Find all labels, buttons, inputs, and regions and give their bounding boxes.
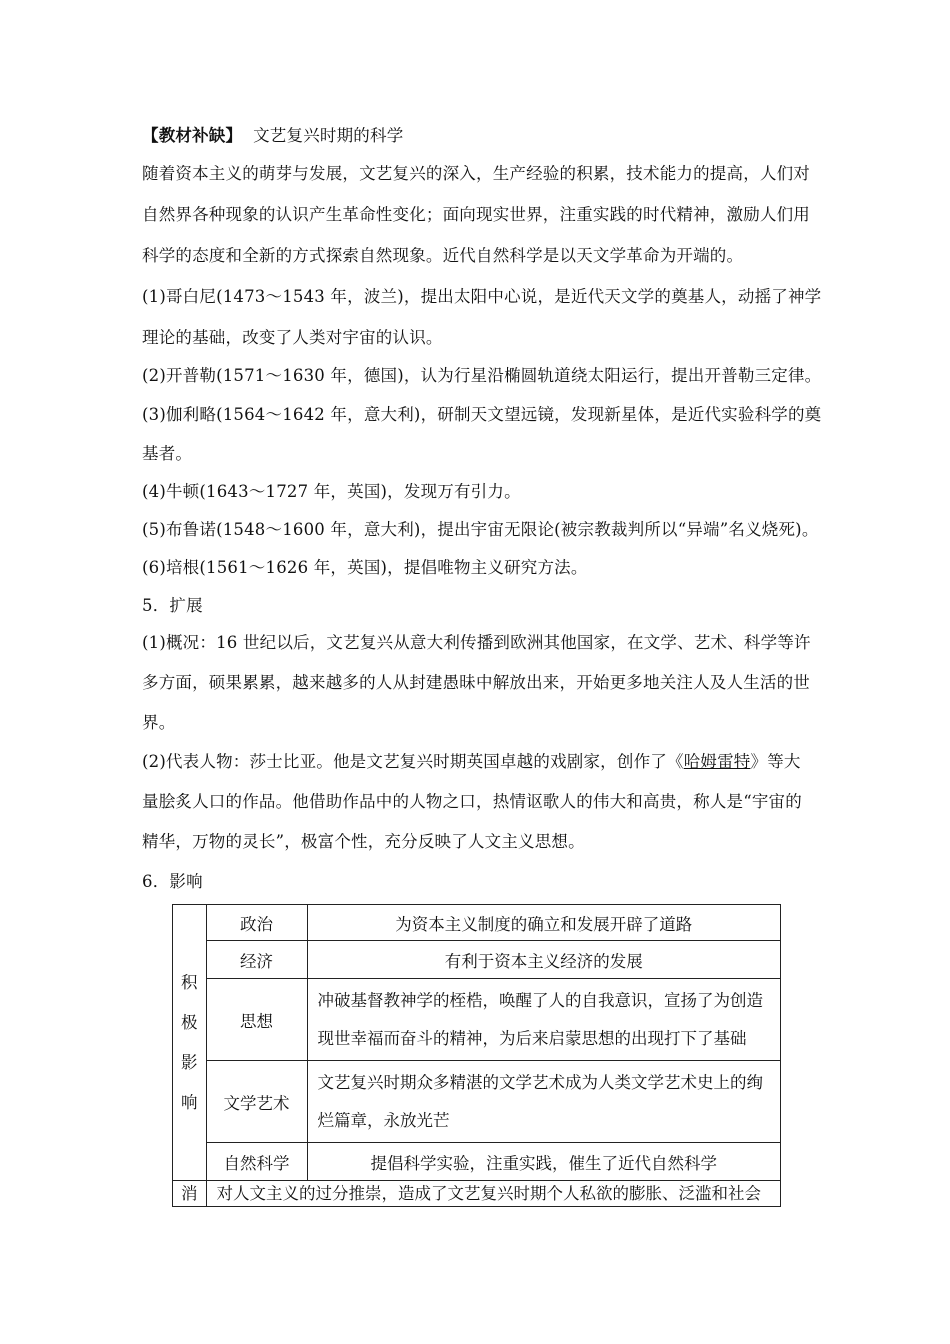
positive-influence-label: 积 极 影 响 [173,905,207,1181]
field-cell: 自然科学 [206,1143,307,1181]
scientist-item: (5)布鲁诺(1548～1600 年，意大利)，提出宇宙无限论(被宗教裁判所以“异端”名义烧死)。 [142,520,819,539]
content-cell: 文艺复兴时期众多精湛的文学艺术成为人类文学艺术史上的绚 烂篇章，永放光芒 [307,1061,781,1143]
hamlet-link[interactable]: 哈姆雷特 [683,752,751,771]
influence-heading: 6．影响 [142,872,203,891]
scientist-item: 基者。 [142,444,193,463]
table-row [173,941,781,979]
representative-line: 量脍炙人口的作品。他借助作品中的人物之口，热情讴歌人的伟大和高贵，称人是“宇宙的 [142,792,802,811]
scientist-item: 理论的基础，改变了人类对宇宙的认识。 [142,328,443,347]
table-row [173,1061,781,1143]
intro-line: 自然界各种现象的认识产生革命性变化；面向现实世界，注重实践的时代精神，激励人们用 [142,205,810,224]
representative-line: 精华，万物的灵长”，极富个性，充分反映了人文主义思想。 [142,832,585,851]
content-cell: 有利于资本主义经济的发展 [307,941,781,979]
representative-line [142,752,822,772]
representative-text: 》等大 [750,752,801,771]
field-cell: 文学艺术 [206,1061,307,1143]
influence-table [172,904,781,1207]
expansion-heading: 5．扩展 [142,596,203,615]
intro-line: 随着资本主义的萌芽与发展，文艺复兴的深入，生产经验的积累，技术能力的提高，人们对 [142,164,810,183]
scientist-item: (1)哥白尼(1473～1543 年，波兰)，提出太阳中心说，是近代天文学的奠基人，动摇了神学 [142,287,822,306]
overview-line: 界。 [142,713,176,732]
scientist-item: (4)牛顿(1643～1727 年，英国)，发现万有引力。 [142,482,521,501]
table-row [173,1143,781,1181]
scientist-item: (3)伽利略(1564～1642 年，意大利)，研制天文望远镜，发现新星体，是近代实验科学的奠 [142,405,822,424]
overview-line: (1)概况：16 世纪以后，文艺复兴从意大利传播到欧洲其他国家，在文学、艺术、科学等许 [142,633,811,652]
content-cell: 冲破基督教神学的桎梏，唤醒了人的自我意识，宣扬了为创造 现世幸福而奋斗的精神，为后来启蒙思想的出现打下了基础 [307,979,781,1061]
representative-text: (2)代表人物：莎士比亚。他是文艺复兴时期英国卓越的戏剧家，创作了《 [142,752,684,771]
negative-content-cell: 对人文主义的过分推崇，造成了文艺复兴时期个人私欲的膨胀、泛滥和社会 [206,1181,781,1207]
table-row [173,1181,781,1207]
intro-line: 科学的态度和全新的方式探索自然现象。近代自然科学是以天文学革命为开端的。 [142,246,744,265]
supplement-bracket-label: 【教材补缺】 [142,126,243,145]
table-row [173,979,781,1061]
overview-line: 多方面，硕果累累，越来越多的人从封建愚昧中解放出来，开始更多地关注人及人生活的世 [142,673,810,692]
field-cell: 经济 [206,941,307,979]
supplement-title: 文艺复兴时期的科学 [253,126,404,145]
scientist-item: (2)开普勒(1571～1630 年，德国)，认为行星沿椭圆轨道绕太阳运行，提出开普勒三定律。 [142,366,822,385]
content-cell: 为资本主义制度的确立和发展开辟了道路 [307,905,781,941]
scientist-item: (6)培根(1561～1626 年，英国)，提倡唯物主义研究方法。 [142,558,588,577]
field-cell: 思想 [206,979,307,1061]
field-cell: 政治 [206,905,307,941]
content-cell: 提倡科学实验，注重实践，催生了近代自然科学 [307,1143,781,1181]
supplement-heading [142,126,822,146]
table-row [173,905,781,941]
negative-influence-label: 消 [173,1181,207,1207]
